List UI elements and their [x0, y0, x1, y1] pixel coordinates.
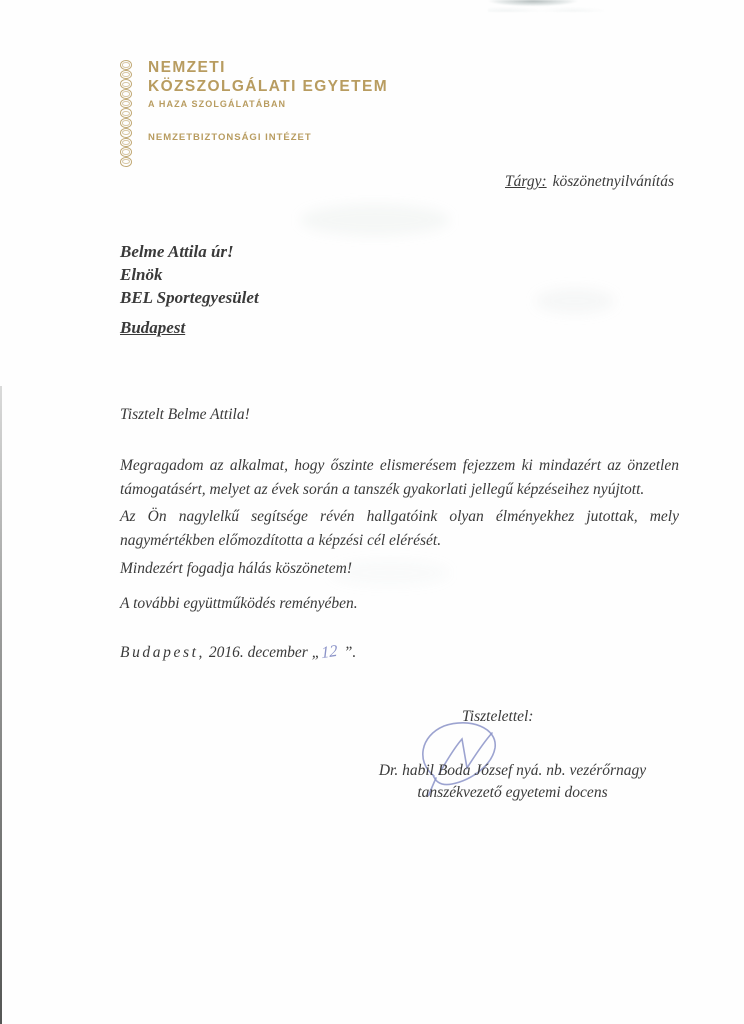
university-name-line2: KÖZSZOLGÁLATI EGYETEM: [148, 78, 389, 95]
letterhead: [120, 58, 388, 143]
recipient-name: Belme Attila úr!: [120, 242, 234, 261]
recipient-block: [120, 240, 259, 339]
body-paragraph-2: Az Ön nagylelkű segítsége révén hallgatóink olyan élményekhez jutottak, mely nagymértékben előmozdította a képzési cél elérését.: [120, 508, 679, 549]
dateline-date: 2016. december „: [204, 644, 321, 661]
signer-name: Dr. habil Boda József nyá. nb. vezérőrnagy: [378, 762, 647, 779]
university-name-line1: NEMZETI: [148, 59, 226, 76]
dateline-close-quote: ”.: [339, 644, 357, 661]
subject-label: Tárgy:: [505, 173, 547, 190]
body-paragraph-1: Megragadom az alkalmat, hogy őszinte elismerésem fejezzem ki mindazért az önzetlen támogatásért, melyet az évek során a tanszék gyakorlati jellegű képzéseihez nyújtott.: [120, 457, 679, 498]
handwritten-day-ink: 12: [320, 640, 339, 663]
letterhead-text: [148, 58, 388, 143]
recipient-organization: BEL Sportegyesület: [120, 288, 259, 307]
salutation: Tisztelt Belme Attila!: [120, 406, 250, 423]
scan-artifact-left-edge: [0, 386, 2, 1024]
scan-artifact-top: [488, 0, 608, 12]
recipient-city: Budapest: [120, 318, 186, 337]
institute-name: NEMZETBIZTONSÁGI INTÉZET: [148, 132, 312, 143]
dateline-city: Budapest,: [120, 644, 205, 661]
subject-value: köszönetnyilvánítás: [552, 173, 675, 190]
signer-title: tanszékvezető egyetemi docens: [417, 783, 608, 801]
dateline: [120, 642, 356, 662]
scan-smudge: [300, 204, 450, 236]
body-paragraph-3: Mindezért fogadja hálás köszönetem!: [120, 560, 353, 577]
scan-smudge: [535, 288, 615, 314]
valediction: Tisztelettel:: [462, 708, 534, 725]
university-motto: A HAZA SZOLGÁLATÁBAN: [148, 99, 287, 109]
logo-ornament-chain-icon: [120, 60, 132, 167]
subject-line: [505, 173, 674, 191]
body-paragraph-4: A további együttműködés reményében.: [120, 595, 358, 612]
recipient-role: Elnök: [120, 265, 163, 284]
signer-block: [360, 760, 665, 803]
